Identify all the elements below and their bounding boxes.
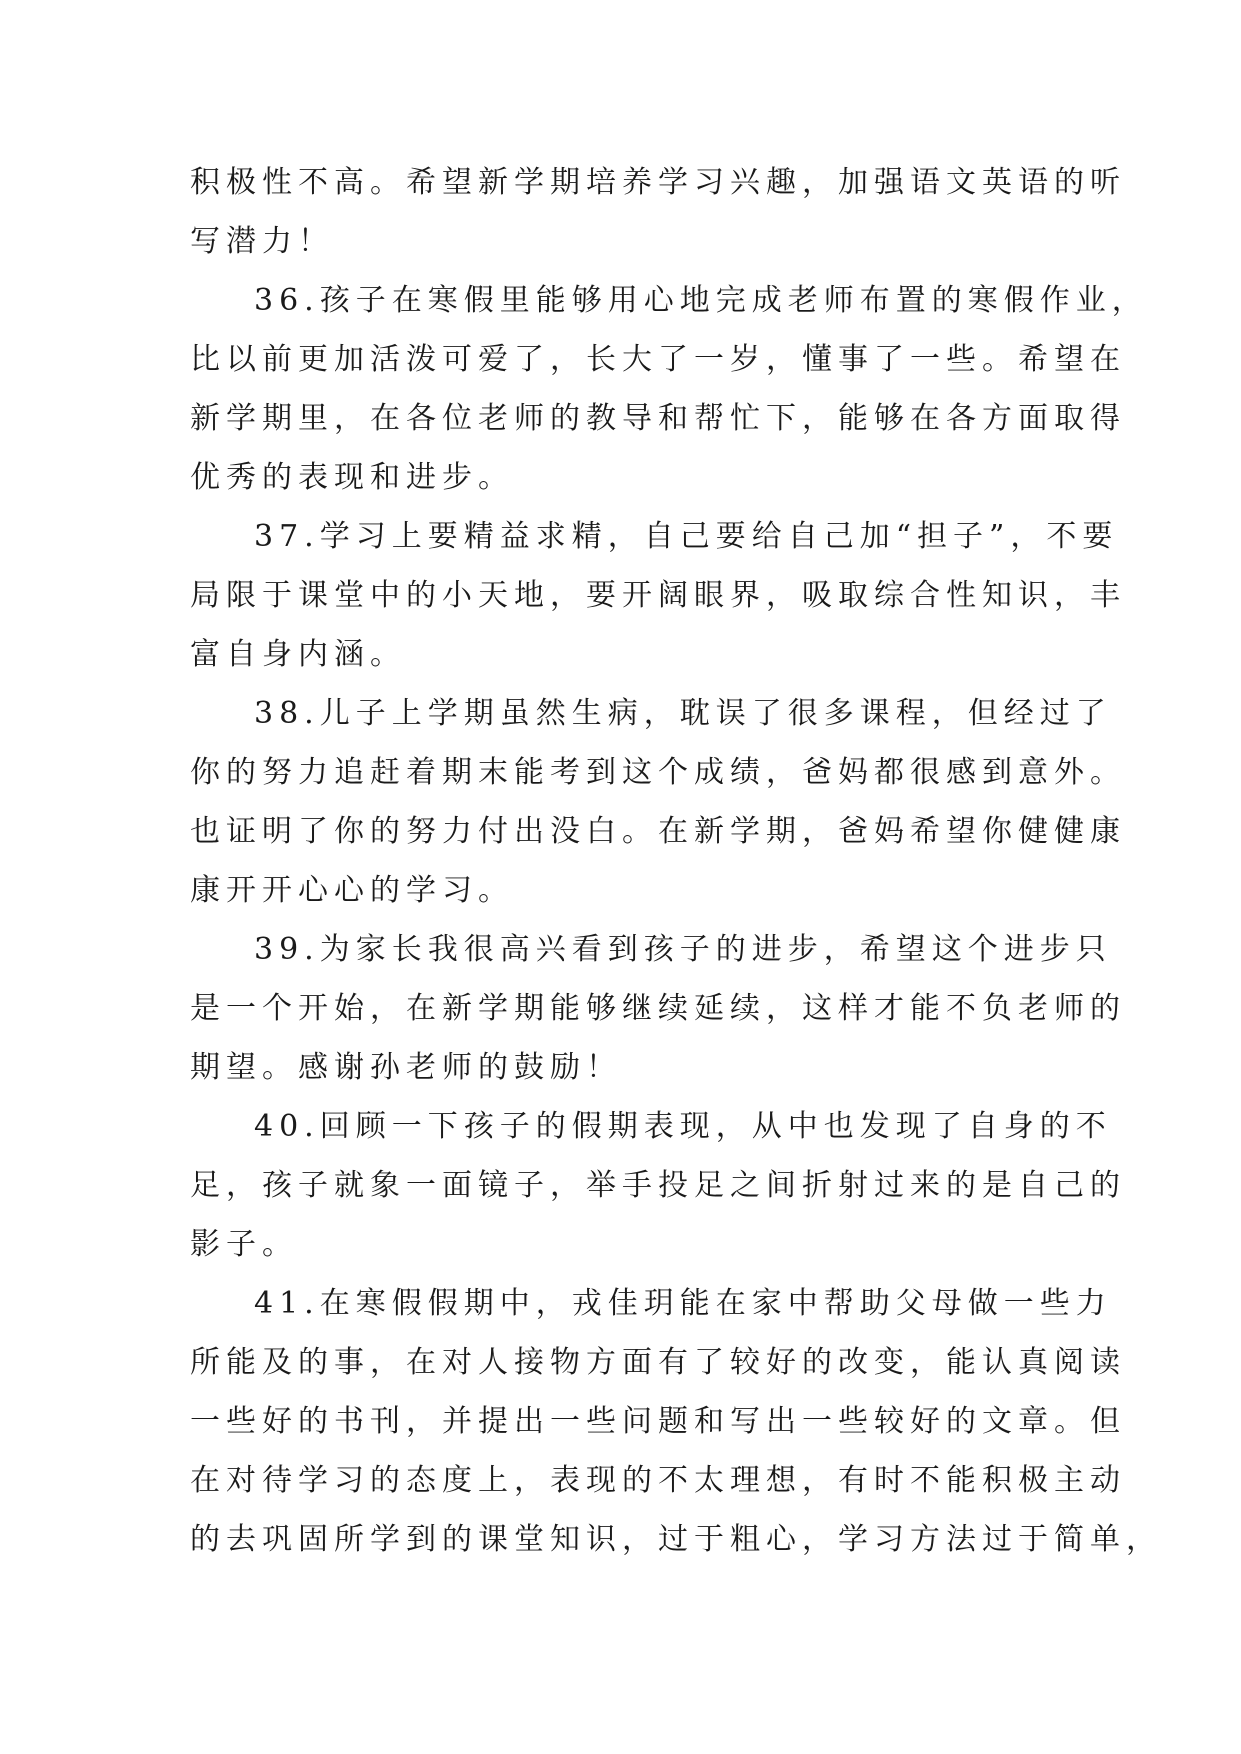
text-line: 也证明了你的努力付出没白。在新学期，爸妈希望你健健康 (190, 814, 1126, 849)
paragraph-start-line: 37.学习上要精益求精，自己要给自己加“担子”，不要 (254, 519, 1119, 554)
text-line: 影子。 (190, 1227, 298, 1262)
text-line: 你的努力追赶着期末能考到这个成绩，爸妈都很感到意外。 (190, 755, 1126, 790)
paragraph-start-line: 36.孩子在寒假里能够用心地完成老师布置的寒假作业， (254, 283, 1148, 318)
text-line: 优秀的表现和进步。 (190, 460, 514, 495)
paragraph-start-line: 41.在寒假假期中，戎佳玥能在家中帮助父母做一些力 (254, 1286, 1112, 1321)
text-line: 局限于课堂中的小天地，要开阔眼界，吸取综合性知识，丰 (190, 578, 1126, 613)
paragraph-start-line: 38.儿子上学期虽然生病，耽误了很多课程，但经过了 (254, 696, 1112, 731)
text-line: 新学期里，在各位老师的教导和帮忙下，能够在各方面取得 (190, 401, 1126, 436)
text-line: 足，孩子就象一面镜子，举手投足之间折射过来的是自己的 (190, 1168, 1126, 1203)
text-line: 是一个开始，在新学期能够继续延续，这样才能不负老师的 (190, 991, 1126, 1026)
text-line: 积极性不高。希望新学期培养学习兴趣，加强语文英语的听 (190, 165, 1126, 200)
text-line: 富自身内涵。 (190, 637, 406, 672)
text-line: 写潜力！ (190, 224, 334, 259)
paragraph-start-line: 40.回顾一下孩子的假期表现，从中也发现了自身的不 (254, 1109, 1112, 1144)
text-line: 比以前更加活泼可爱了，长大了一岁，懂事了一些。希望在 (190, 342, 1126, 377)
text-line: 一些好的书刊，并提出一些问题和写出一些较好的文章。但 (190, 1404, 1126, 1439)
text-line: 的去巩固所学到的课堂知识，过于粗心，学习方法过于简单， (190, 1522, 1162, 1557)
text-line: 在对待学习的态度上，表现的不太理想，有时不能积极主动 (190, 1463, 1126, 1498)
document-body (190, 153, 1162, 1569)
text-line: 康开开心心的学习。 (190, 873, 514, 908)
paragraph-start-line: 39.为家长我很高兴看到孩子的进步，希望这个进步只 (254, 932, 1112, 967)
text-line: 期望。感谢孙老师的鼓励！ (190, 1050, 622, 1085)
text-line: 所能及的事，在对人接物方面有了较好的改变，能认真阅读 (190, 1345, 1126, 1380)
